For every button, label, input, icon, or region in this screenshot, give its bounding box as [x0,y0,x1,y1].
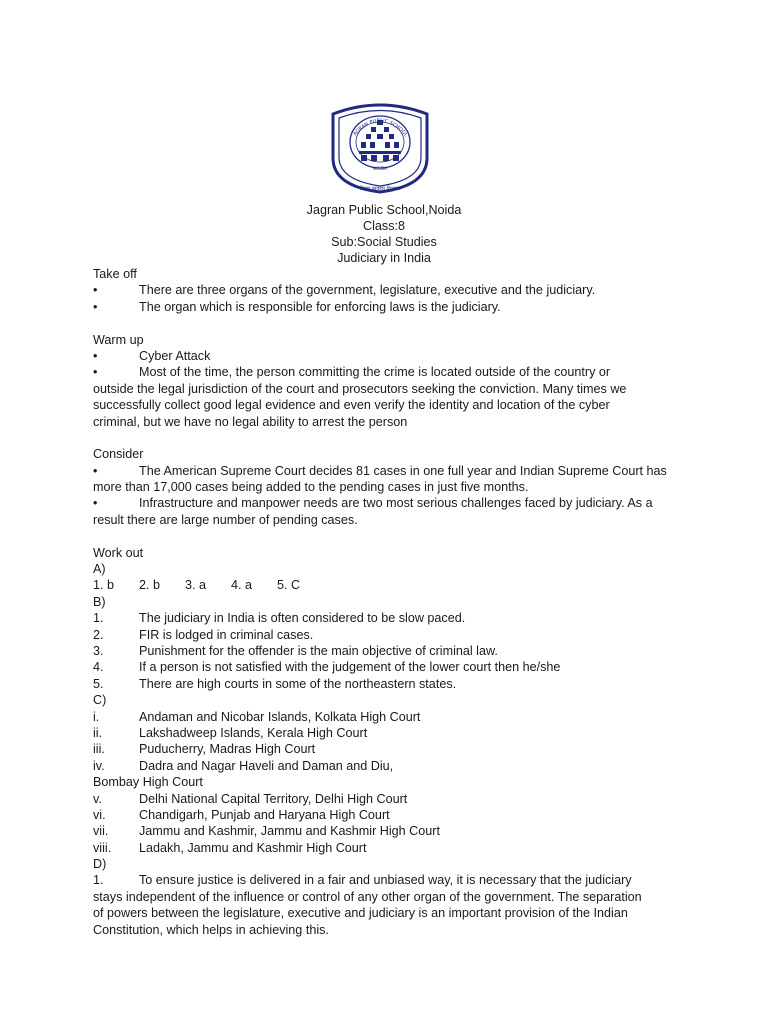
list-item: 2. FIR is lodged in criminal cases. [93,627,314,642]
part-a-answers [93,577,683,593]
paragraph-line: outside the legal jurisdiction of the court and prosecutors seeking the conviction. Many times we [93,381,627,396]
list-item: 4. If a person is not satisfied with the judgement of the lower court then he/she [93,660,561,675]
list-item: • There are three organs of the government, legislature, executive and the judiciary. [93,283,596,298]
bullet: • [93,299,98,314]
bullet: • [93,496,98,511]
paragraph-line: stays independent of the influence or control of any other organ of the government. The separation [93,889,642,904]
list-item: ii. Lakshadweep Islands, Kerala High Court [93,725,368,740]
list-item: iv. Dadra and Nagar Haveli and Daman and Diu, [93,758,394,773]
section-title-warm-up: Warm up [93,332,144,347]
list-item: • Cyber Attack [93,348,211,363]
topic-title: Judiciary in India [337,251,431,265]
subject-label: Sub:Social Studies [331,235,437,249]
answer: 3. a [185,578,207,593]
bullet: • [93,463,98,478]
part-c-label: C) [93,693,107,708]
answer: 2. b [139,578,161,593]
part-a-label: A) [93,562,106,577]
class-label: Class:8 [363,219,405,233]
paragraph-line: criminal, but we have no legal ability to arrest the person [93,414,408,429]
list-item: i. Andaman and Nicobar Islands, Kolkata High Court [93,709,421,724]
school-crest-icon [325,102,435,198]
bullet: • [93,365,98,380]
list-item: iii. Puducherry, Madras High Court [93,742,316,757]
paragraph-line: result there are large number of pending cases. [93,512,358,527]
paragraph-line: more than 17,000 cases being added to the pending cases in just five months. [93,480,529,495]
section-title-work-out: Work out [93,545,144,560]
list-item: • Infrastructure and manpower needs are two most serious challenges faced by judiciary. As a [93,496,653,511]
paragraph-line: of powers between the legislature, executive and judiciary is an important provision of the Indian [93,906,628,921]
paragraph-line: Constitution, which helps in achieving this. [93,922,329,937]
list-item: viii. Ladakh, Jammu and Kashmir High Court [93,840,367,855]
list-item: vii. Jammu and Kashmir, Jammu and Kashmir High Court [93,824,440,839]
list-item: v. Delhi National Capital Territory, Delhi High Court [93,791,408,806]
list-item: • Most of the time, the person committing the crime is located outside of the country or [93,365,611,380]
part-b-label: B) [93,594,106,609]
section-title-take-off: Take off [93,267,137,281]
list-item: • The American Supreme Court decides 81 cases in one full year and Indian Supreme Court has [93,463,667,478]
list-item: 1. To ensure justice is delivered in a fair and unbiased way, it is necessary that the judiciary [93,873,632,888]
paragraph-line: successfully collect good legal evidence and even verify the identity and location of the cyber [93,398,610,413]
school-name: Jagran Public School,Noida [306,203,462,217]
bullet: • [93,283,98,298]
list-item: 5. There are high courts in some of the northeastern states. [93,676,457,691]
answer: 1. b [93,578,115,593]
section-title-consider: Consider [93,447,144,462]
list-item: • The organ which is responsible for enforcing laws is the judiciary. [93,299,501,314]
logo-motto: विचार व्यवहार विश्वास [359,186,401,192]
logo-bottom-text: NOIDA [372,167,388,172]
logo-top-text: AGRAN PUBLIC SCHOOL [352,117,409,139]
bullet: • [93,348,98,363]
paragraph-line: Bombay High Court [93,775,203,790]
answer: 5. C [277,578,301,593]
worksheet-body [93,266,683,938]
list-item: 3. Punishment for the offender is the main objective of criminal law. [93,643,498,658]
school-logo [325,102,435,198]
part-d-label: D) [93,857,107,872]
answer: 4. a [231,578,253,593]
list-item: vi. Chandigarh, Punjab and Haryana High Court [93,807,390,822]
list-item: 1. The judiciary in India is often considered to be slow paced. [93,611,466,626]
